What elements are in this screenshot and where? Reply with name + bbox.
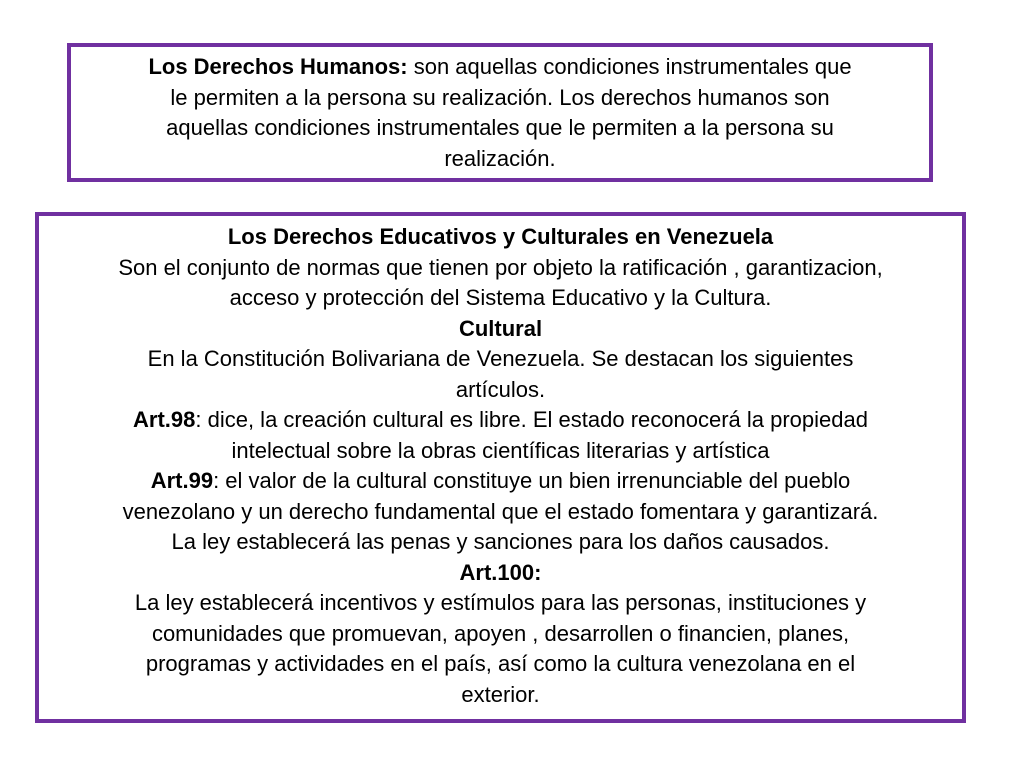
art99-line-1 [49, 466, 952, 497]
art98-label: Art.98 [133, 407, 196, 432]
derechos-humanos-term: Los Derechos Humanos: [148, 54, 408, 79]
art99-text-3: La ley establecerá las penas y sanciones para los daños causados. [171, 529, 830, 554]
cultural-heading: Cultural [458, 315, 543, 341]
art99-label: Art.99 [150, 468, 214, 493]
derechos-educativos-box [35, 212, 966, 723]
art98-text-2: intelectual sobre la obras científicas literarias y artística [231, 437, 770, 463]
derechos-humanos-definition-part-3: aquellas condiciones instrumentales que le permiten a la persona su [166, 115, 834, 140]
constitution-line-2: artículos. [455, 376, 546, 402]
art98-line-1 [49, 405, 952, 436]
art100-text-2: comunidades que promuevan, apoyen , desarrollen o financien, planes, [151, 620, 850, 646]
constitution-line-1: En la Constitución Bolivariana de Venezuela. Se destacan los siguientes [147, 346, 854, 371]
derechos-humanos-definition-part-4: realización. [444, 145, 556, 171]
derechos-educativos-title: Los Derechos Educativos y Culturales en Venezuela [227, 224, 774, 249]
derechos-humanos-definition-part-1: son aquellas condiciones instrumentales que [407, 54, 852, 79]
derechos-humanos-definition-part-2: le permiten a la persona su realización. Los derechos humanos son [170, 84, 830, 110]
intro-line-1: Son el conjunto de normas que tienen por objeto la ratificación , garantizacion, [118, 254, 883, 280]
art100-text-4: exterior. [461, 681, 540, 707]
art100-label: Art.100: [459, 559, 542, 585]
derechos-humanos-line-1 [85, 52, 915, 83]
art99-text-2: venezolano y un derecho fundamental que el estado fomentara y garantizará. [122, 498, 879, 524]
art100-text-3: programas y actividades en el país, así como la cultura venezolana en el [145, 651, 856, 676]
derechos-humanos-box [67, 43, 933, 182]
art100-text-1: La ley establecerá incentivos y estímulos para las personas, instituciones y [134, 590, 867, 615]
art98-text-1: : dice, la creación cultural es libre. El estado reconocerá la propiedad [195, 407, 868, 432]
art99-text-1: : el valor de la cultural constituye un bien irrenunciable del pueblo [213, 468, 851, 493]
intro-line-2: acceso y protección del Sistema Educativo y la Cultura. [229, 285, 772, 310]
